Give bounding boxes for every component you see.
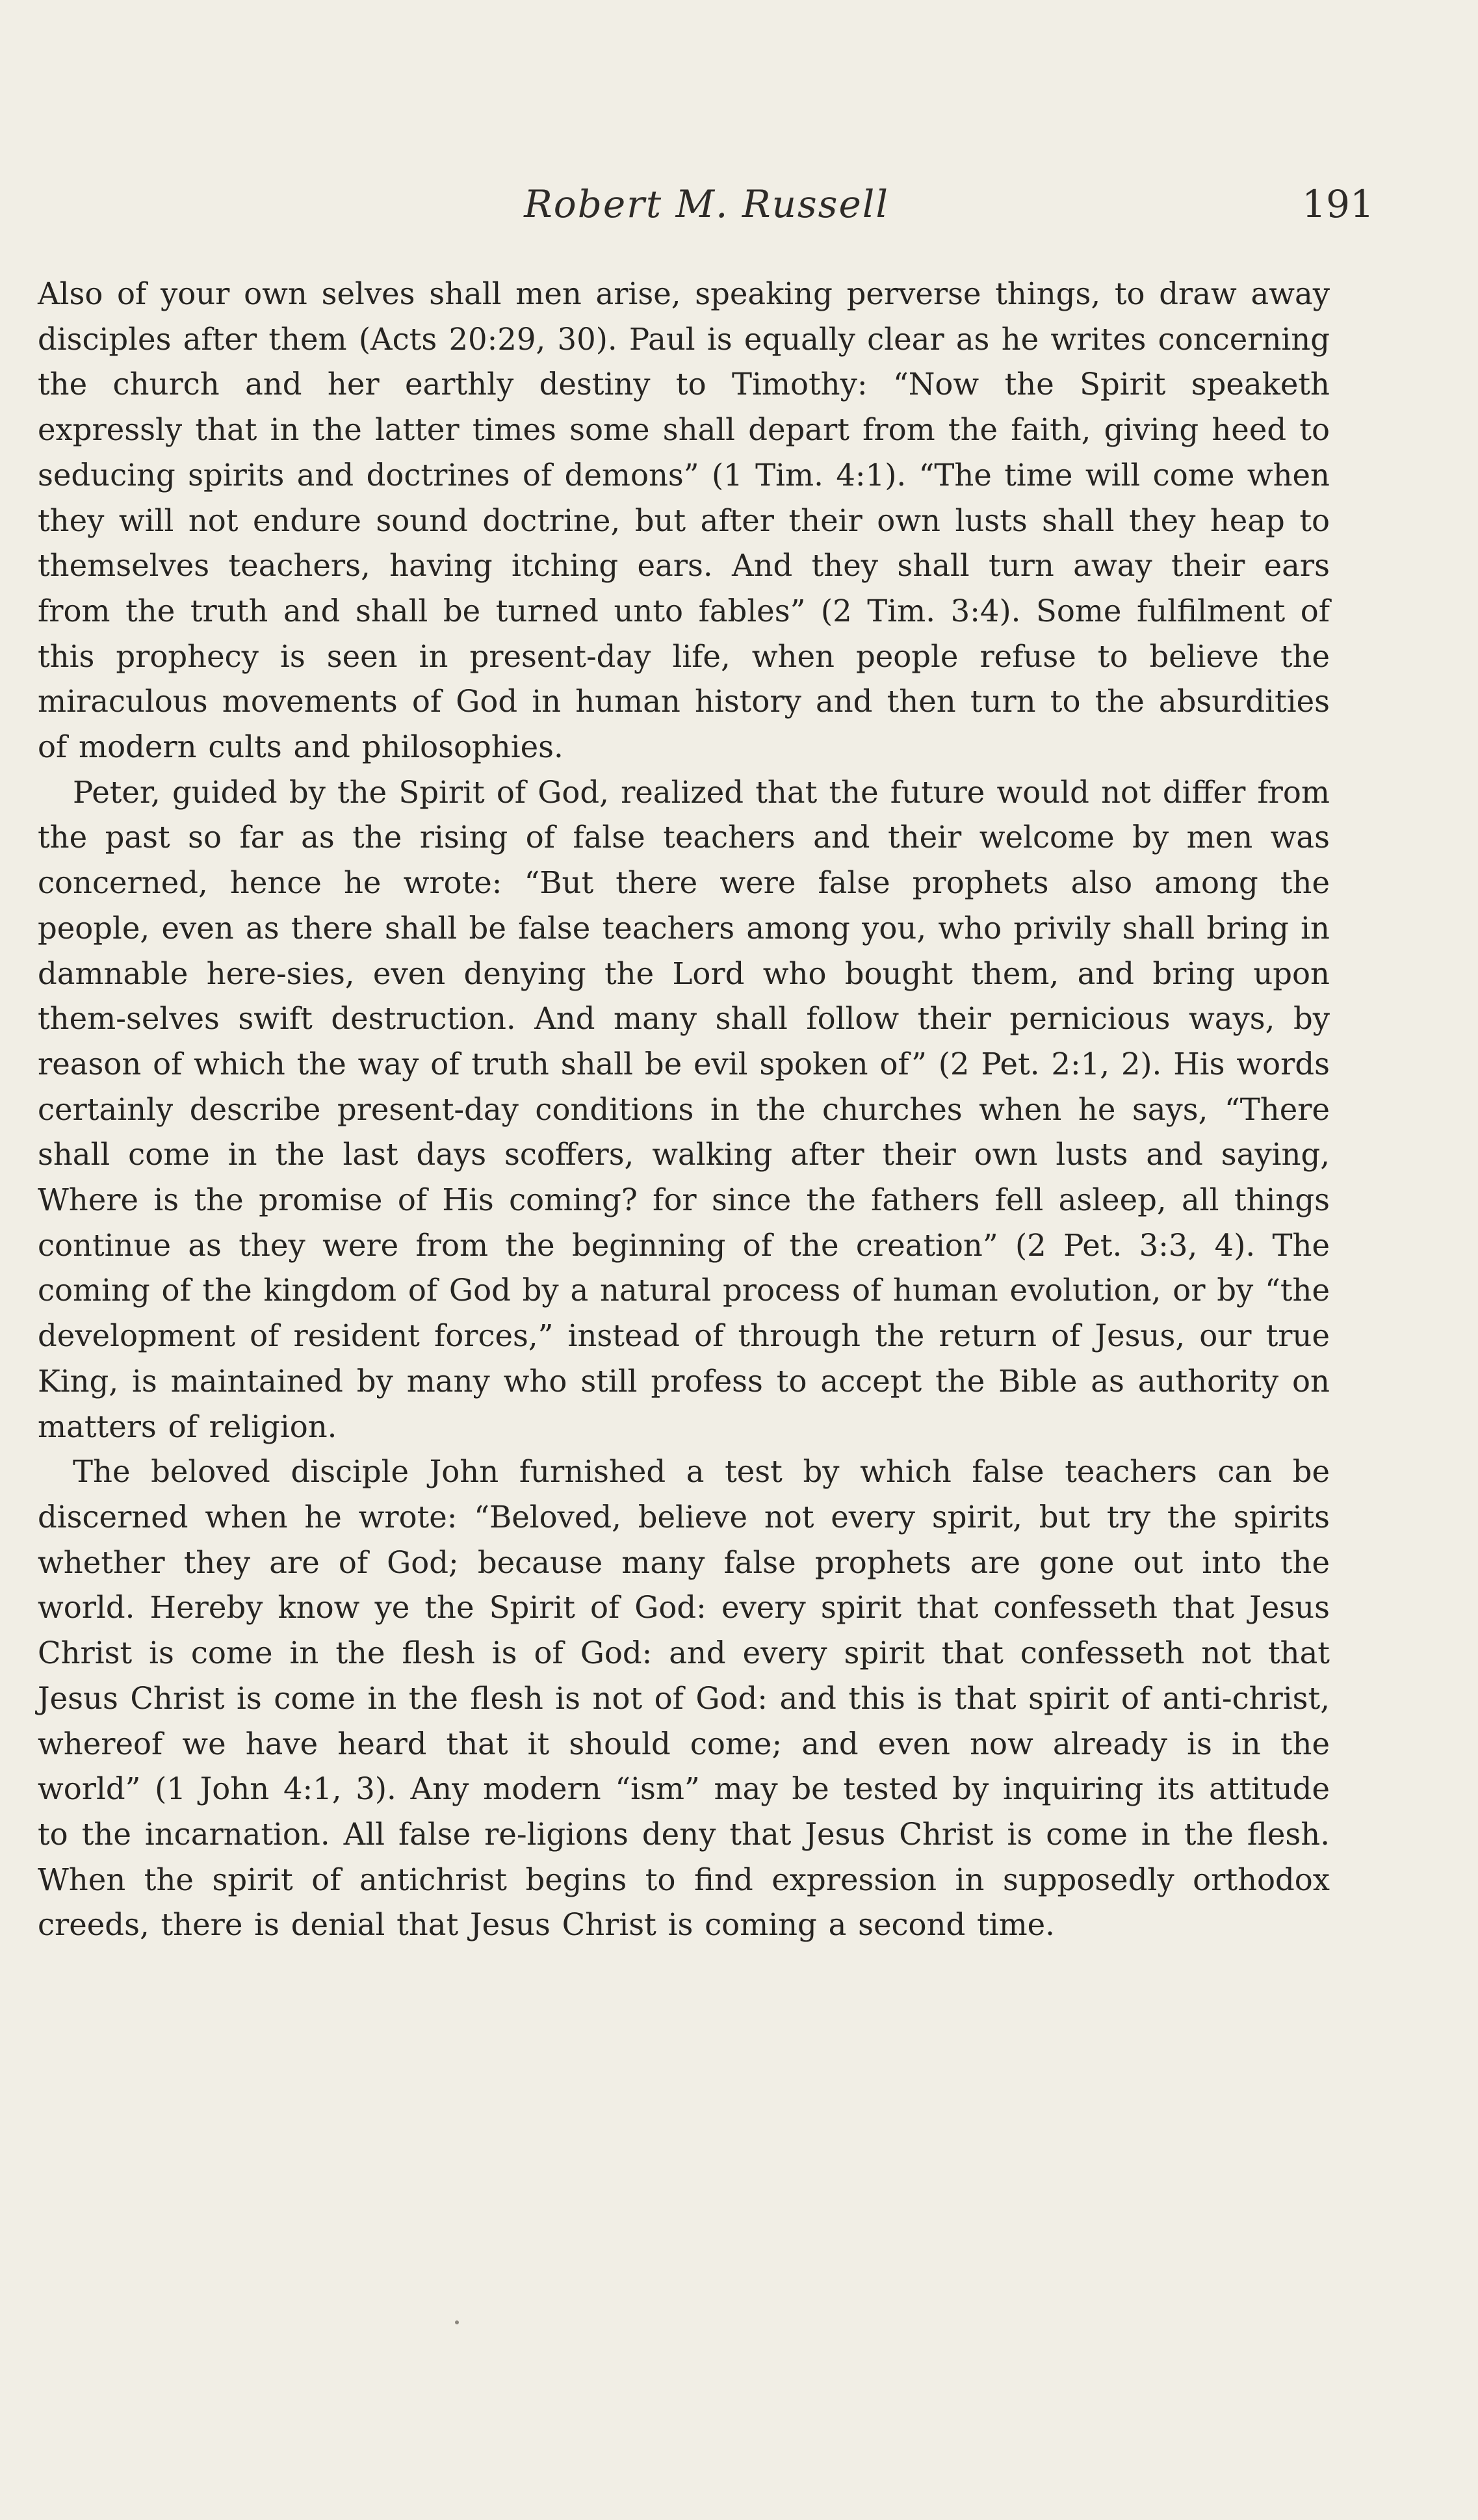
print-speck [455,2320,459,2324]
body-text [38,272,1330,1948]
running-head [39,182,1374,234]
paragraph-1: Also of your own selves shall men arise, speaking perverse things, to draw away disciples after them (Acts 20:29, 30). Paul is equally clear as he writes concerning the church and her earthly destiny to Timothy: “Now the Spirit speaketh expressly that in the latter times some shall depart from the faith, giving heed to seducing spirits and doctrines of demons” (1 Tim. 4:1). “The time will come when they will not endure sound doctrine, but after their own lusts shall they heap to themselves teachers, having itching ears. And they shall turn away their ears from the truth and shall be turned unto fables” (2 Tim. 3:4). Some fulfilment of this prophecy is seen in present-day life, when people refuse to believe the miraculous movements of God in human history and then turn to the absurdities of modern cults and philosophies. [38,276,1330,765]
paragraph-2: Peter, guided by the Spirit of God, realized that the future would not differ from the past so far as the rising of false teachers and their welcome by men was concerned, hence he wrote: “But there were false prophets also among the people, even as there shall be false teachers among you, who privily shall bring in damnable here-sies, even denying the Lord who bought them, and bring upon them-selves swift destruction. And many shall follow their pernicious ways, by reason of which the way of truth shall be evil spoken of” (2 Pet. 2:1, 2). His words certainly describe present-day conditions in the churches when he says, “There shall come in the last days scoffers, walking after their own lusts and saying, Where is the promise of His coming? for since the fathers fell asleep, all things continue as they were from the beginning of the creation” (2 Pet. 3:3, 4). The coming of the kingdom of God by a natural process of human evolution, or by “the development of resident forces,” instead of through the return of Jesus, our true King, is maintained by many who still profess to accept the Bible as authority on matters of religion. [38,774,1330,1444]
page-number: 191 [1302,182,1374,226]
paragraph-3: The beloved disciple John furnished a test by which false teachers can be discerned when he wrote: “Beloved, believe not every spirit, but try the spirits whether they are of God; because many false prophets are gone out into the world. Hereby know ye the Spirit of God: every spirit that confesseth that Jesus Christ is come in the flesh is of God: and every spirit that confesseth not that Jesus Christ is come in the flesh is not of God: and this is that spirit of anti-christ, whereof we have heard that it should come; and even now already is in the world” (1 John 4:1, 3). Any modern “ism” may be tested by inquiring its attitude to the incarnation. All false re-ligions deny that Jesus Christ is come in the flesh. When the spirit of antichrist begins to find expression in supposedly orthodox creeds, there is denial that Jesus Christ is coming a second time. [38,1454,1330,1943]
running-head-author: Robert M. Russell [524,182,889,226]
